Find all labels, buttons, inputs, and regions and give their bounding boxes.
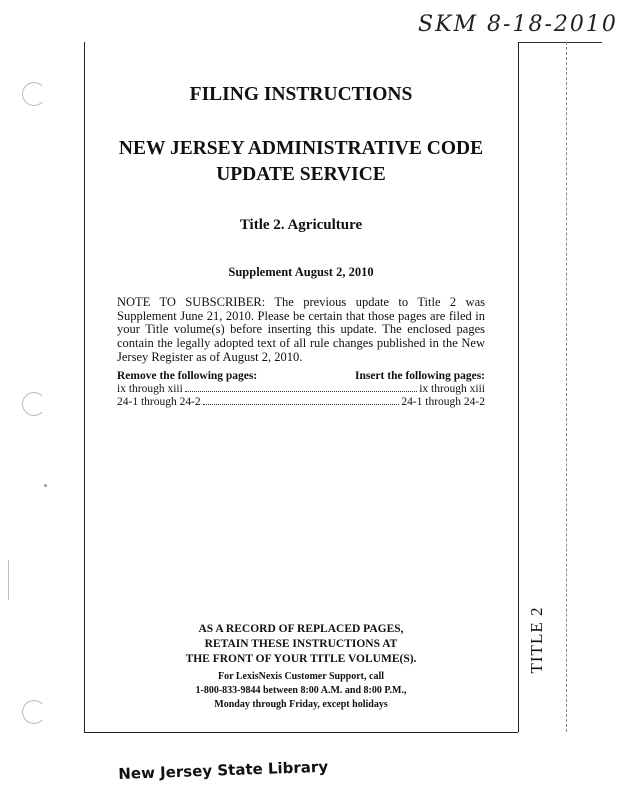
dot-leader <box>185 391 417 392</box>
remove-header: Remove the following pages: <box>117 370 258 382</box>
scan-edge-mark <box>8 560 9 600</box>
table-row <box>117 383 485 396</box>
insert-pages: ix through xiii <box>419 383 485 395</box>
punch-hole-icon <box>22 82 46 106</box>
tab-border-right <box>566 42 567 732</box>
record-instructions <box>84 622 518 667</box>
punch-hole-icon <box>22 700 46 724</box>
table-row <box>117 396 485 409</box>
support-line: 1-800-833-9844 between 8:00 A.M. and 8:00 P.M., <box>195 685 407 696</box>
service-title <box>84 136 518 188</box>
remove-pages: 24-1 through 24-2 <box>117 396 201 408</box>
support-line: Monday through Friday, except holidays <box>214 699 388 710</box>
subscriber-note: NOTE TO SUBSCRIBER: The previous update to Title 2 was Supplement June 21, 2010. Please be certain that those pages are filed in your Title volume(s) before inserting this update. The enclosed pages contain the legally adopted text of all rule changes published in the New Jersey Register as of August 2, 2010. <box>117 295 485 364</box>
insert-header: Insert the following pages: <box>354 370 485 382</box>
service-title-line1: NEW JERSEY ADMINISTRATIVE CODE <box>118 138 484 159</box>
page-frame-bottom <box>84 732 518 733</box>
record-line: RETAIN THESE INSTRUCTIONS AT <box>204 638 398 650</box>
service-title-line2: UPDATE SERVICE <box>216 164 386 185</box>
insert-pages: 24-1 through 24-2 <box>401 396 485 408</box>
tab-border-left <box>518 42 519 732</box>
page-heading: FILING INSTRUCTIONS <box>189 84 413 105</box>
customer-support <box>84 670 518 712</box>
table-header <box>117 370 485 383</box>
scan-speck <box>44 484 47 487</box>
library-stamp: New Jersey State Library <box>118 757 329 783</box>
dot-leader <box>203 404 400 405</box>
punch-hole-icon <box>22 392 46 416</box>
remove-pages: ix through xiii <box>117 383 183 395</box>
title-tab-label: TITLE 2 <box>527 606 546 674</box>
record-line: THE FRONT OF YOUR TITLE VOLUME(S). <box>185 653 417 665</box>
page-replacement-table <box>117 370 485 409</box>
supplement-date: Supplement August 2, 2010 <box>228 265 374 279</box>
support-line: For LexisNexis Customer Support, call <box>217 671 384 682</box>
record-line: AS A RECORD OF REPLACED PAGES, <box>198 623 404 635</box>
title-subject: Title 2. Agriculture <box>239 217 363 233</box>
tab-border-top <box>518 42 602 43</box>
handwritten-annotation: SKM 8-18-2010 <box>418 12 618 37</box>
